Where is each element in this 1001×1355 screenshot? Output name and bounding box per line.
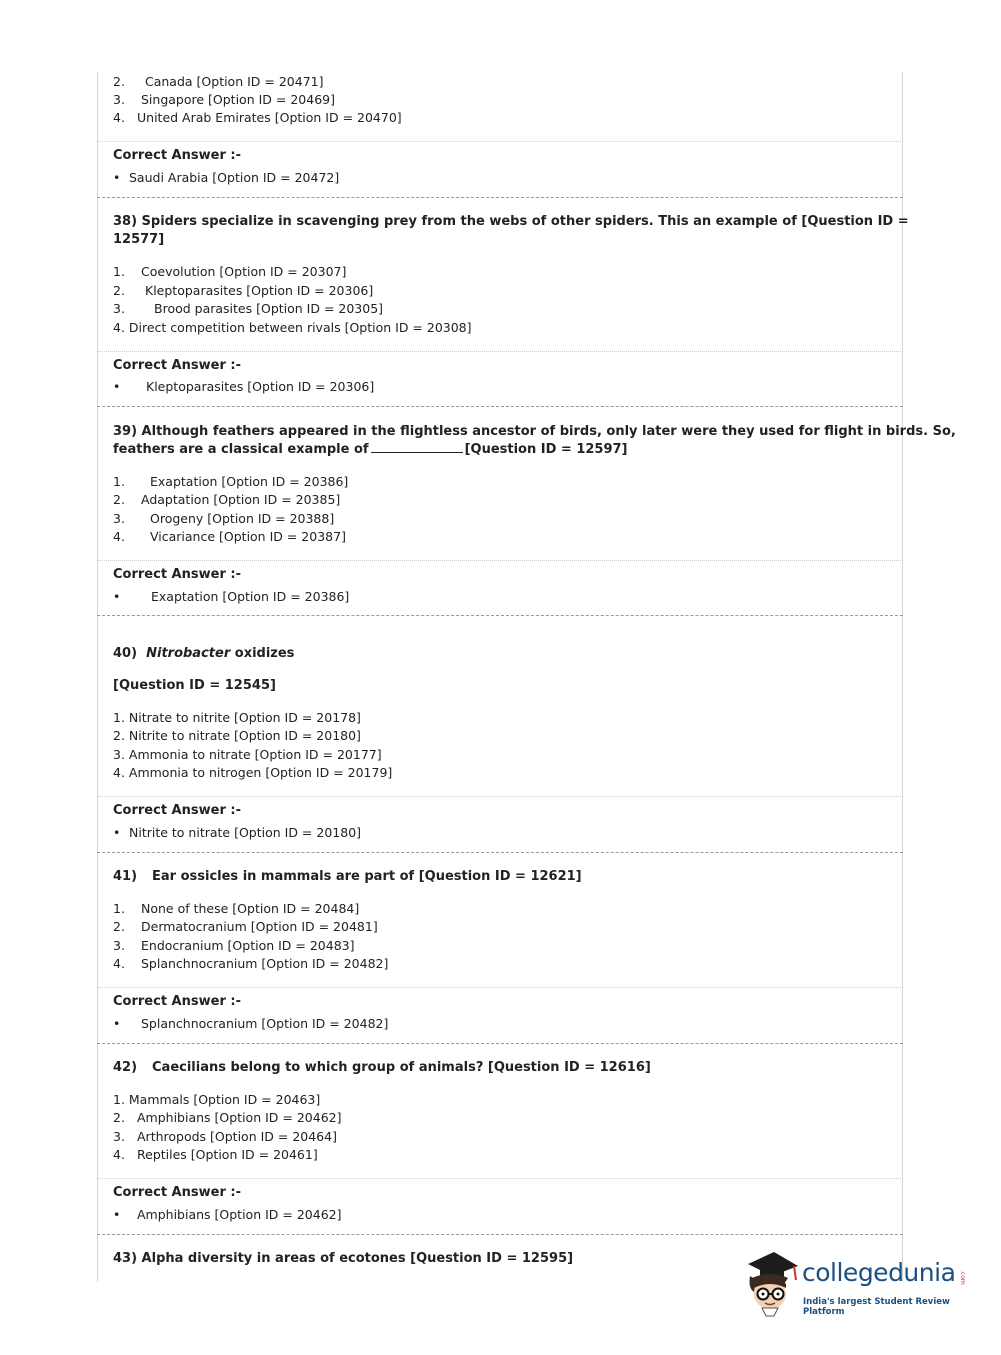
logo-tagline: India's largest Student Review Platform [803, 1297, 950, 1317]
q40-option-1: 1. Nitrate to nitrite [Option ID = 20178] [113, 710, 361, 725]
q40-option-2: 2. Nitrite to nitrate [Option ID = 20180] [113, 728, 361, 743]
q38-option-3: 3. Brood parasites [Option ID = 20305] [113, 301, 384, 316]
divider [97, 1178, 903, 1179]
q40-answer-heading: Correct Answer :- [113, 803, 241, 818]
q37-option-3: 3. Singapore [Option ID = 20469] [113, 92, 335, 107]
q42-option-4: 4. Reptiles [Option ID = 20461] [113, 1147, 318, 1162]
q39-option-2: 2. Adaptation [Option ID = 20385] [113, 492, 341, 507]
q42-option-3: 3. Arthropods [Option ID = 20464] [113, 1129, 337, 1144]
logo-dotcom: .com [959, 1270, 966, 1285]
q39-option-4: 4. Vicariance [Option ID = 20387] [113, 529, 346, 544]
q38-question-line2: 12577] [113, 232, 165, 247]
q38-option-1: 1. Coevolution [Option ID = 20307] [113, 264, 347, 279]
question-divider [97, 852, 903, 853]
q41-question: 41) Ear ossicles in mammals are part of [Question ID = 12621] [113, 869, 582, 884]
q37-option-2: 2. Canada [Option ID = 20471] [113, 74, 324, 89]
q41-option-3: 3. Endocranium [Option ID = 20483] [113, 938, 355, 953]
q42-option-2: 2. Amphibians [Option ID = 20462] [113, 1110, 342, 1125]
q37-answer-heading: Correct Answer :- [113, 148, 241, 163]
divider [97, 351, 903, 352]
question-divider [97, 1234, 903, 1235]
q39-option-1: 1. Exaptation [Option ID = 20386] [113, 474, 349, 489]
q42-question: 42) Caecilians belong to which group of animals? [Question ID = 12616] [113, 1060, 651, 1075]
q39-option-3: 3. Orogeny [Option ID = 20388] [113, 511, 335, 526]
question-divider [97, 197, 903, 198]
q40-question-id: [Question ID = 12545] [113, 678, 276, 693]
q38-answer-heading: Correct Answer :- [113, 358, 241, 373]
q38-answer: • Kleptoparasites [Option ID = 20306] [113, 379, 375, 394]
q41-option-4: 4. Splanchnocranium [Option ID = 20482] [113, 956, 389, 971]
collegedunia-logo [740, 1248, 980, 1318]
q42-option-1: 1. Mammals [Option ID = 20463] [113, 1092, 321, 1107]
q40-option-3: 3. Ammonia to nitrate [Option ID = 20177] [113, 747, 382, 762]
q37-answer: • Saudi Arabia [Option ID = 20472] [113, 170, 340, 185]
question-divider [97, 1043, 903, 1044]
q40-answer: • Nitrite to nitrate [Option ID = 20180] [113, 825, 362, 840]
question-divider [97, 406, 903, 407]
q42-answer: • Amphibians [Option ID = 20462] [113, 1207, 342, 1222]
divider [97, 987, 903, 988]
q40-option-4: 4. Ammonia to nitrogen [Option ID = 20179] [113, 765, 393, 780]
q41-option-1: 1. None of these [Option ID = 20484] [113, 901, 360, 916]
student-mascot-icon [740, 1248, 800, 1318]
answer-blank [371, 441, 463, 453]
q37-option-4: 4. United Arab Emirates [Option ID = 20470] [113, 110, 402, 125]
q41-answer: • Splanchnocranium [Option ID = 20482] [113, 1016, 389, 1031]
q38-option-4: 4. Direct competition between rivals [Option ID = 20308] [113, 320, 472, 335]
divider [97, 796, 903, 797]
divider [97, 141, 903, 142]
q39-answer: • Exaptation [Option ID = 20386] [113, 589, 350, 604]
q39-question-line1: 39) Although feathers appeared in the flightless ancestor of birds, only later were they used for flight in birds. So, [113, 424, 956, 439]
q40-question: 40) Nitrobacter oxidizes [113, 646, 295, 661]
q38-option-2: 2. Kleptoparasites [Option ID = 20306] [113, 283, 374, 298]
q43-question: 43) Alpha diversity in areas of ecotones [Question ID = 12595] [113, 1251, 574, 1266]
q41-answer-heading: Correct Answer :- [113, 994, 241, 1009]
question-divider [97, 615, 903, 616]
q41-option-2: 2. Dermatocranium [Option ID = 20481] [113, 919, 378, 934]
q39-question-line2: feathers are a classical example of [Question ID = 12597] [113, 442, 628, 457]
divider [97, 560, 903, 561]
q38-question-line1: 38) Spiders specialize in scavenging prey from the webs of other spiders. This an example of [Question ID = [113, 214, 909, 229]
q42-answer-heading: Correct Answer :- [113, 1185, 241, 1200]
logo-wordmark: collegedunia [802, 1258, 956, 1287]
q39-answer-heading: Correct Answer :- [113, 567, 241, 582]
